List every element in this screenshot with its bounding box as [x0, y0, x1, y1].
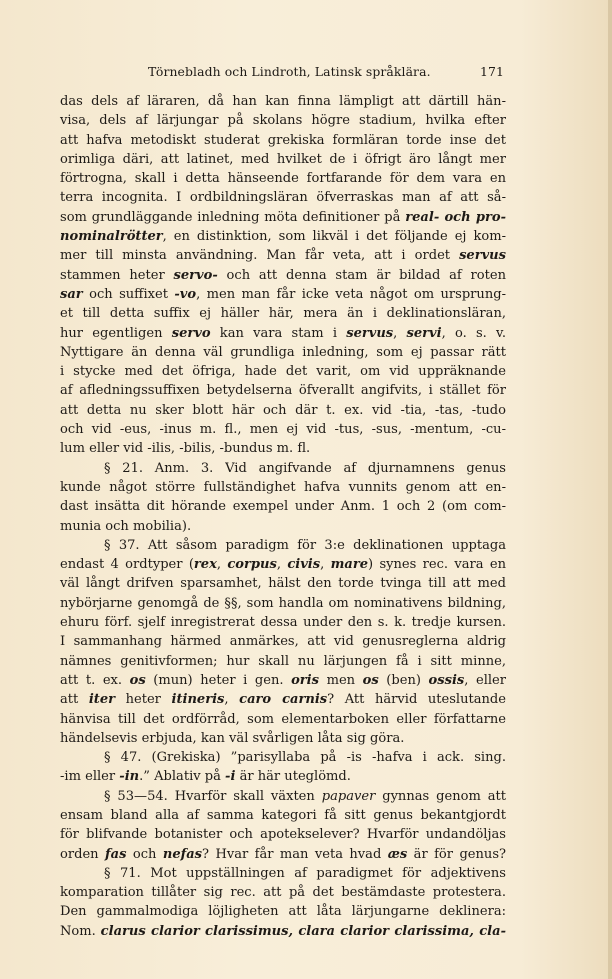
text-line: nominalrötter, en distinktion, som likväl i det följande ej kom- — [60, 229, 506, 245]
text-line: att iter heter itineris, caro carnis? Att härvid uteslutande — [60, 692, 507, 708]
text-line: för blifvande botanister och apotekselever? Hvarför undandöljas — [60, 827, 506, 843]
text-line: Den gammalmodiga löjligheten att låta lärjungarne deklinera: — [60, 904, 506, 920]
text-line: väl långt drifven sparsamhet, hälst den torde tvinga till att med — [60, 576, 506, 592]
text-line: förtrogna, skall i detta hänseende fortfarande för dem vara en — [60, 171, 506, 187]
text-line: hänvisa till det ordförråd, som elementarboken eller författarne — [60, 711, 506, 727]
text-line: endast 4 ordtyper (rex, corpus, civis, mare) synes rec. vara en — [60, 557, 507, 573]
text-line: visa, dels af lärjungar på skolans högre stadium, hvilka efter — [60, 113, 506, 129]
text-line: et till detta suffix ej häller här, mera än i deklinationsläran, — [60, 306, 506, 322]
text-line: nämnes genitivformen; hur skall nu lärjungen få i sitt minne, — [60, 653, 506, 669]
body-text — [60, 92, 506, 941]
text-line: sar och suffixet -vo, men man får icke veta något om ursprung- — [60, 286, 506, 302]
section-line: § 21. Anm. 3. Vid angifvande af djurnamnens genus — [104, 460, 506, 476]
text-line: terra incognita. I ordbildningsläran öfverraskas man af att så- — [60, 190, 506, 206]
running-title: Törnebladh och Lindroth, Latinsk språklära. — [148, 64, 431, 79]
text-line: Nyttigare än denna väl grundliga inledning, som ej passar rätt — [60, 344, 506, 360]
text-line: orden fas och nefas? Hvar får man veta hvad æs är för genus? — [60, 846, 507, 862]
text-line: Nom. clarus clarior clarissimus, clara clarior clarissima, cla- — [60, 923, 506, 939]
page-number: 171 — [480, 64, 504, 79]
text-line: das dels af läraren, då han kan finna lämpligt att därtill hän- — [60, 94, 506, 109]
section-line: § 47. (Grekiska) ”parisyllaba på -is -hafva i ack. sing. — [104, 750, 506, 766]
text-line: munia och mobilia). — [60, 518, 192, 534]
section-line: § 53—54. Hvarför skall växten papaver gynnas genom att — [104, 788, 506, 804]
page-edge — [608, 0, 612, 979]
text-line: I sammanhang härmed anmärkes, att vid genusreglerna aldrig — [60, 634, 506, 650]
text-line: lum eller vid -ilis, -bilis, -bundus m. fl. — [60, 441, 311, 457]
text-line: af afledningssuffixen betydelserna öfverallt angifvits, i stället för — [60, 383, 506, 399]
text-line: och vid -eus, -inus m. fl., men ej vid -tus, -sus, -mentum, -cu- — [60, 422, 506, 438]
text-line: som grundläggande inledning möta definitioner på real- och pro- — [60, 209, 506, 225]
text-line: ehuru förf. sjelf inregistrerat dessa under den s. k. tredje kursen. — [60, 615, 506, 631]
text-line: hur egentligen servo kan vara stam i servus, servi, o. s. v. — [60, 325, 506, 341]
text-line: ensam bland alla af samma kategori få sitt genus bekantgjordt — [60, 807, 506, 823]
text-line: att t. ex. os (mun) heter i gen. oris men os (ben) ossis, eller — [60, 672, 507, 688]
text-line: stammen heter servo- och att denna stam är bildad af roten — [60, 267, 506, 283]
text-line: dast insätta dit hörande exempel under Anm. 1 och 2 (om com- — [60, 499, 506, 515]
text-line: -im eller -in.” Ablativ på -i är här uteglömd. — [60, 769, 351, 785]
text-line: komparation tillåter sig rec. att på det bestämdaste protestera. — [60, 885, 506, 901]
text-line: händelsevis erbjuda, kan väl svårligen låta sig göra. — [60, 730, 405, 746]
section-line: § 71. Mot uppställningen af paradigmet för adjektivens — [104, 865, 506, 881]
text-line: nybörjarne genomgå de §§, som handla om nominativens bildning, — [60, 595, 506, 611]
text-line: i stycke med det öfriga, hade det varit, om vid uppräknande — [60, 364, 506, 380]
text-line: kunde något större fullständighet hafva vunnits genom att en- — [60, 479, 506, 495]
text-line: orimliga däri, att latinet, med hvilket de i öfrigt äro långt mer — [60, 151, 506, 167]
text-line: att detta nu sker blott här och där t. ex. vid -tia, -tas, -tudo — [60, 402, 506, 418]
text-line: att hafva metodiskt studerat grekiska formläran torde inse det — [60, 132, 506, 148]
text-line: mer till minsta användning. Man får veta, att i ordet servus — [60, 248, 506, 264]
section-line: § 37. Att såsom paradigm för 3:e deklinationen upptaga — [104, 537, 506, 553]
